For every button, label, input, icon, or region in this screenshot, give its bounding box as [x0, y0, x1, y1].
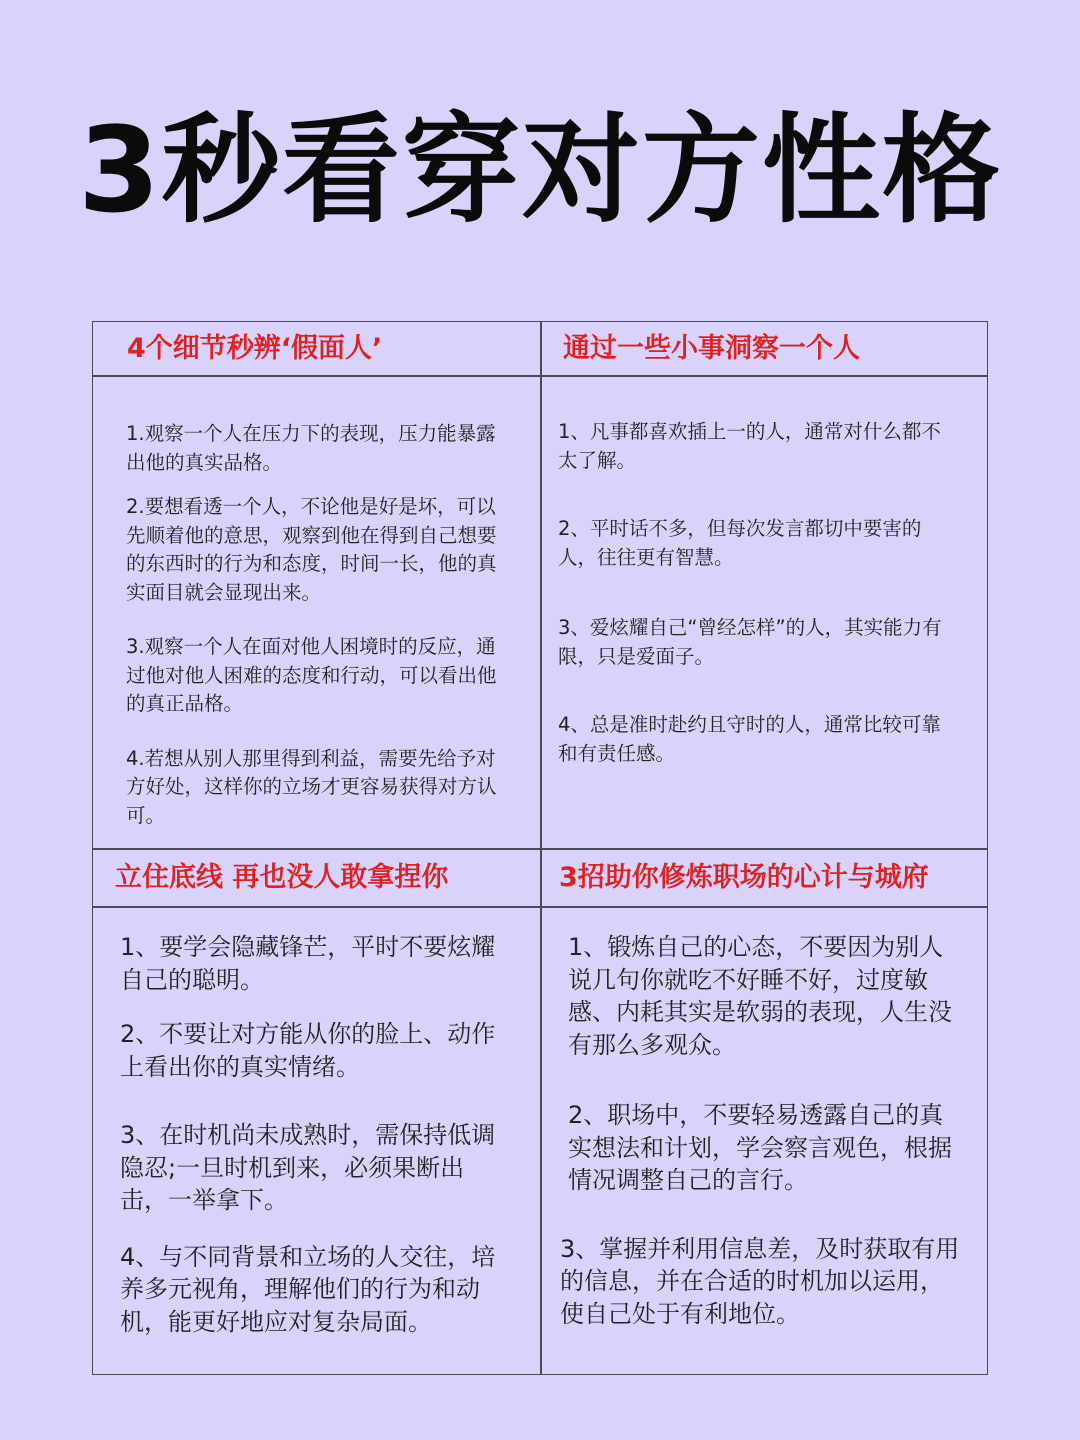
list-item: 3、掌握并利用信息差，及时获取有用的信息，并在合适的时机加以运用，使自己处于有利地位。 — [560, 1234, 960, 1328]
list-item: 1、锻炼自己的心态，不要因为别人说几句你就吃不好睡不好，过度敏感、内耗其实是软弱的表现，人生没有那么多观众。 — [568, 933, 952, 1059]
section-body-workplace — [560, 931, 964, 1330]
list-item: 2、平时话不多，但每次发言都切中要害的人，往往更有智慧。 — [558, 517, 922, 569]
section-body-bottom-line — [120, 931, 506, 1338]
tips-grid — [92, 321, 988, 1375]
list-item: 3、爱炫耀自己“曾经怎样”的人，其实能力有限，只是爱面子。 — [558, 616, 942, 668]
section-body-small-things — [558, 418, 958, 768]
section-body-fake-face — [126, 420, 514, 830]
list-item: 1、要学会隐藏锋芒，平时不要炫耀自己的聪明。 — [120, 933, 496, 994]
list-item: 1.观察一个人在压力下的表现，压力能暴露出他的真实品格。 — [126, 422, 496, 474]
row-divider — [93, 906, 987, 908]
list-item: 3、在时机尚未成熟时，需保持低调隐忍;一旦时机到来，必须果断出击，一举拿下。 — [120, 1121, 496, 1214]
list-item: 2.要想看透一个人，不论他是好是坏，可以先顺着他的意思，观察到他在得到自己想要的东西时的行为和态度，时间一长，他的真实面目就会显现出来。 — [126, 495, 497, 604]
list-item: 1、凡事都喜欢插上一的人，通常对什么都不太了解。 — [558, 420, 941, 472]
list-item: 4、与不同背景和立场的人交往，培养多元视角，理解他们的行为和动机，能更好地应对复杂局面。 — [120, 1242, 496, 1336]
list-item: 2、不要让对方能从你的脸上、动作上看出你的真实情绪。 — [120, 1020, 496, 1081]
section-heading-small-things: 通过一些小事洞察一个人 — [563, 333, 860, 364]
list-item: 3.观察一个人在面对他人困境时的反应，通过他对他人困难的态度和行动，可以看出他的真正品格。 — [126, 635, 497, 715]
section-heading-bottom-line: 立住底线 再也没人敢拿捏你 — [115, 862, 449, 893]
list-item: 4、总是准时赴约且守时的人，通常比较可靠和有责任感。 — [558, 713, 941, 765]
page-title: 3秒看穿对方性格 — [77, 101, 1003, 239]
section-heading-workplace: 3招助你修炼职场的心计与城府 — [559, 862, 929, 893]
list-item: 4.若想从别人那里得到利益，需要先给予对方好处，这样你的立场才更容易获得对方认可。 — [126, 746, 497, 827]
section-heading-fake-face: 4个细节秒辨‘假面人’ — [127, 333, 383, 364]
list-item: 2、职场中，不要轻易透露自己的真实想法和计划，学会察言观色，根据情况调整自己的言行。 — [568, 1101, 952, 1194]
row-divider — [93, 848, 987, 850]
